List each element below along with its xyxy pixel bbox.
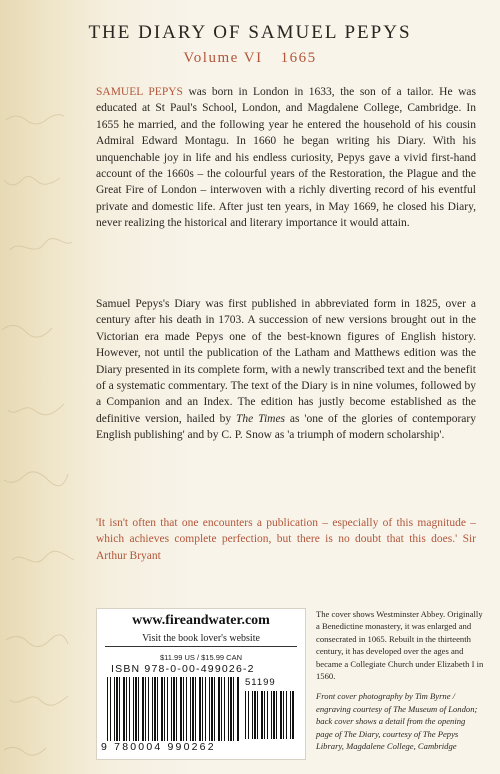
review-quote: 'It isn't often that one encounters a publication – especially of this magnitude – which achieves complete perfection, but there is no doubt that this does.' Sir Arthur Bryant: [96, 517, 476, 562]
history-italic-times: The Times: [236, 412, 286, 425]
website-tagline: Visit the book lover's website: [105, 633, 297, 647]
website-url[interactable]: www.fireandwater.com: [132, 613, 270, 628]
history-text-1: Samuel Pepys's Diary was first published in abbreviated form in 1825, over a century after his death in 1703. A succession of new versions brought out in the Victorian era made Pepys one of the best-known figures of English history. However, not until the publication of the Latham and Matthews edition was the Diary presented in its complete form, with a newly transcribed text and the benefit of a systematic commentary. The text of the Diary is in nine volumes, followed by a Companion and an Index. The edition has justly become established as the definitive version, hailed by: [96, 298, 476, 425]
cover-note: The cover shows Westminster Abbey. Originally a Benedictine monastery, it was enlarged and consecrated in 1065. Rebuilt in the thirteenth century, it has developed over the ages and became a Collegiate Church under Elizabeth I in 1560.: [316, 609, 484, 682]
history-text-2: as 'one of the glories of contemporary English publishing' and by C. P. Snow as 'a triumph of modern scholarship'.: [96, 412, 476, 442]
intro-lead-name: SAMUEL PEPYS: [96, 86, 183, 98]
photo-credit: Front cover photography by Tim Byrne / engraving courtesy of The Museum of London; back cover shows a detail from the opening page of The Diary, courtesy of The Pepys Library, Magdalene College, Cambridge: [316, 691, 478, 752]
cover-credits: [316, 608, 484, 760]
ean-digits: 9 780004 990262: [101, 741, 216, 753]
volume-label: Volume VI: [183, 50, 263, 66]
intro-text: was born in London in 1633, the son of a tailor. He was educated at St Paul's School, London, and Magdalene College, Cambridge. In 1655 he married, and the following year he entered the household of his cousin Admiral Edward Montagu. In 1660 he began writing his Diary. With his unquenchable joy in life and his endless curiosity, Pepys gave a vivid first-hand account of the 1660s – the colourful years of the Restoration, the Plague and the Great Fire of London – interwoven with a richly diverting record of his eventful private and domestic life. After just ten years, in May 1669, he closed his Diary, never realizing the historical and literary importance it would attain.: [96, 86, 477, 230]
intro-paragraph: [96, 84, 476, 232]
book-title: THE DIARY OF SAMUEL PEPYS: [88, 22, 412, 43]
volume-year: 1665: [280, 50, 317, 66]
history-paragraph: [96, 296, 476, 444]
barcode-panel: [96, 608, 306, 760]
volume-line: [0, 50, 500, 67]
addon-code: 51199: [245, 677, 276, 688]
price-label: $11.99 US / $15.99 CAN: [160, 653, 242, 662]
ean-barcode-icon: [107, 677, 241, 741]
addon-barcode-icon: [245, 691, 295, 739]
isbn-label: ISBN 978-0-00-499026-2: [111, 663, 255, 675]
